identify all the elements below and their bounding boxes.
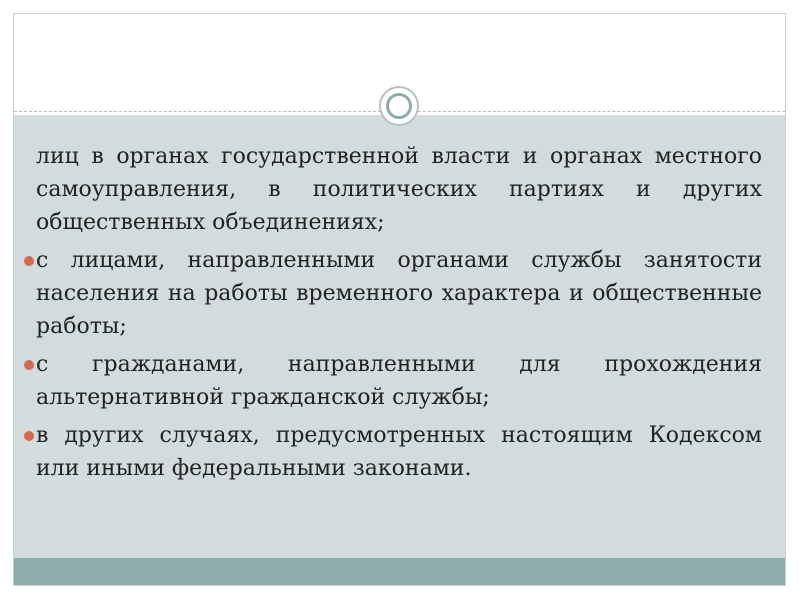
circle-ornament-icon — [379, 86, 419, 126]
list-item — [36, 348, 762, 414]
slide — [13, 13, 786, 586]
list-item — [36, 244, 762, 343]
list-item — [36, 419, 762, 485]
bullet-dot-icon — [24, 256, 34, 266]
list-item-text: в других случаях, предусмотренных настоящим Кодексом или иными федеральными законами. — [36, 423, 762, 481]
list-item-text: с лицами, направленными органами службы занятости населения на работы временного характера и общественные работы; — [36, 248, 762, 339]
intro-paragraph: лиц в органах государственной власти и органах местного самоуправления, в политических партиях и других общественных объединениях; — [36, 144, 762, 235]
slide-body-text — [36, 140, 762, 490]
bullet-dot-icon — [24, 431, 34, 441]
bullet-dot-icon — [24, 360, 34, 370]
list-item-text: с гражданами, направленными для прохождения альтернативной гражданской службы; — [36, 352, 762, 410]
footer-bar — [14, 558, 785, 586]
circle-ornament-inner — [386, 93, 412, 119]
